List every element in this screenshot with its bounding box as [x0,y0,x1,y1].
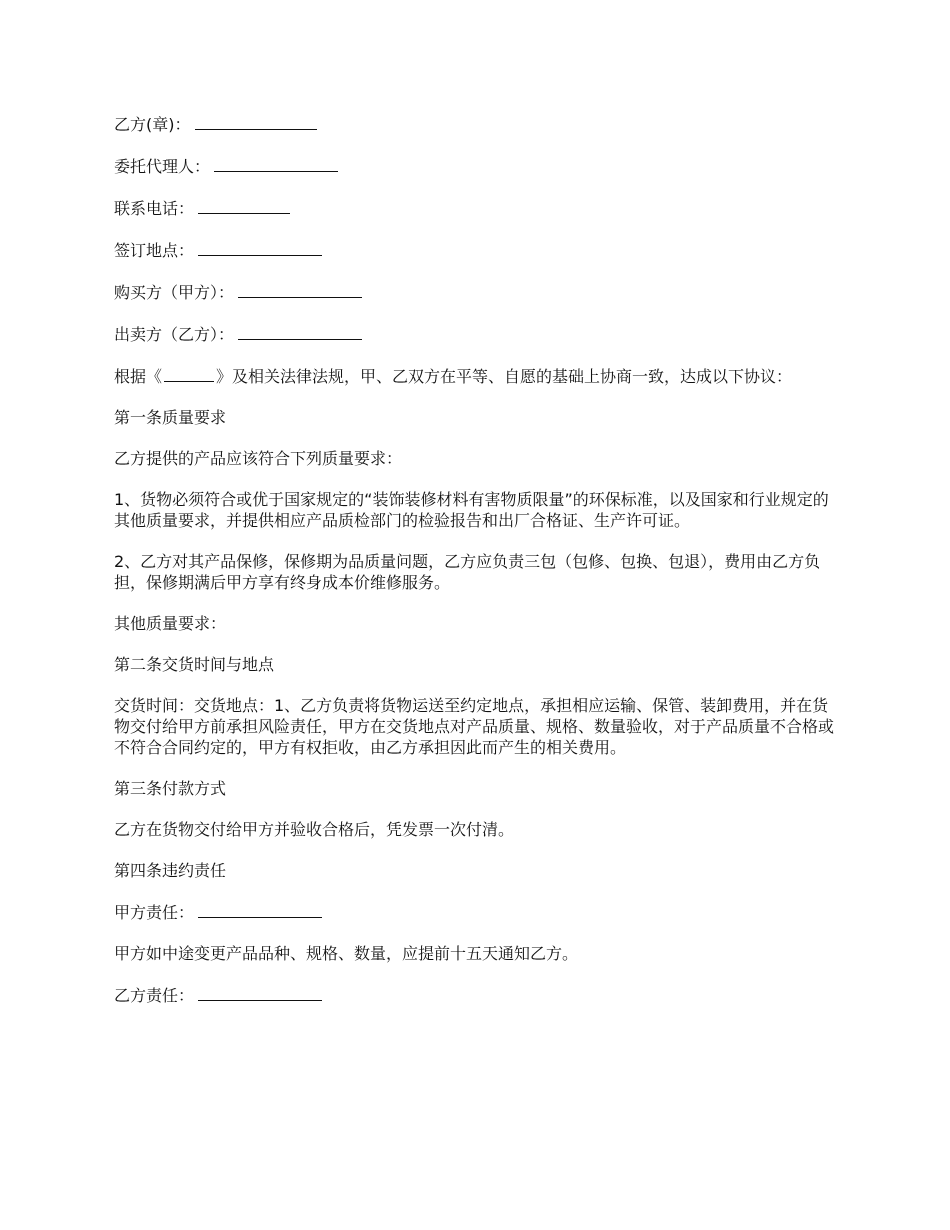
article3-body: 乙方在货物交付给甲方并验收合格后，凭发票一次付清。 [114,820,515,839]
party-b-liability-label: 乙方责任： [114,986,195,1005]
place-line [114,239,838,261]
place-blank [198,239,322,256]
buyer-blank [238,281,362,298]
article3-title: 第三条付款方式 [114,779,227,798]
article4-title: 第四条违约责任 [114,861,227,880]
seller-blank [238,323,362,340]
article2-title: 第二条交货时间与地点 [114,655,275,674]
law-name-blank [164,365,214,382]
party-b-seal-label: 乙方(章)： [114,115,191,134]
intro-prefix: 根据《 [114,367,163,386]
intro-paragraph [114,365,838,387]
party-b-seal-line [114,113,838,135]
article1-title: 第一条质量要求 [114,408,227,427]
phone-line [114,197,838,219]
agent-label: 委托代理人： [114,157,211,176]
party-b-seal-blank [195,113,317,130]
party-a-liability-label: 甲方责任： [114,903,195,922]
buyer-line [114,281,838,303]
article1-other: 其他质量要求： [114,614,227,633]
agent-line [114,155,838,177]
article1-item1: 1、货物必须符合或优于国家规定的“装饰装修材料有害物质限量”的环保标准，以及国家和行业规定的其他质量要求，并提供相应产品质检部门的检验报告和出厂合格证、生产许可证。 [114,490,829,530]
article1-lead: 乙方提供的产品应该符合下列质量要求： [114,449,403,468]
phone-blank [198,197,290,214]
seller-line [114,323,838,345]
buyer-label: 购买方（甲方）： [114,283,235,302]
party-b-liability-line [114,984,838,1006]
place-label: 签订地点： [114,241,195,260]
article2-body: 交货时间：交货地点：1、乙方负责将货物运送至约定地点，承担相应运输、保管、装卸费用，并在货物交付给甲方前承担风险责任，甲方在交货地点对产品质量、规格、数量验收，对于产品质量不合格或不符合合同约定的，甲方有权拒收，由乙方承担因此而产生的相关费用。 [114,696,835,757]
seller-label: 出卖方（乙方）： [114,325,235,344]
document-body [114,113,838,1026]
article1-item2: 2、乙方对其产品保修，保修期为品质量问题，乙方应负责三包（包修、包换、包退），费用由乙方负担，保修期满后甲方享有终身成本价维修服务。 [114,552,821,592]
party-a-liability-body: 甲方如中途变更产品品种、规格、数量，应提前十五天通知乙方。 [114,944,579,963]
agent-blank [214,155,338,172]
party-a-liability-line [114,901,838,923]
intro-suffix: 》及相关法律法规，甲、乙双方在平等、自愿的基础上协商一致，达成以下协议： [216,367,793,386]
phone-label: 联系电话： [114,199,195,218]
party-b-liability-blank [198,984,322,1001]
party-a-liability-blank [198,901,322,918]
